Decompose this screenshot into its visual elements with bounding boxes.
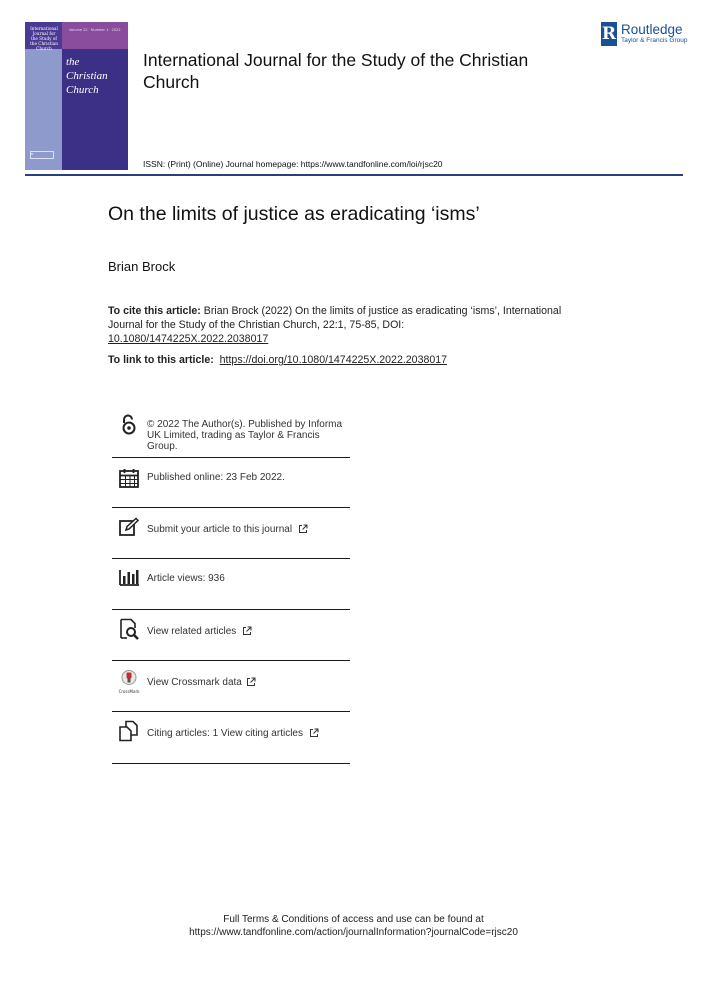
terms-footer-url[interactable]: https://www.tandfonline.com/action/journalInformation?journalCode=rjsc20 xyxy=(189,927,518,938)
citation-text: Brian Brock (2022) On the limits of justice as eradicating ‘isms’, International Journal for the Study of the Christian Church, 22:1, 75-85, DOI: xyxy=(108,305,562,331)
header-divider xyxy=(25,174,683,176)
external-link-icon xyxy=(246,677,256,687)
issn-homepage-line[interactable]: ISSN: (Print) (Online) Journal homepage: https://www.tandfonline.com/loi/rjsc20 xyxy=(143,159,443,169)
published-online-item xyxy=(112,461,350,508)
article-title: On the limits of justice as eradicating ‘isms’ xyxy=(108,203,480,225)
crossmark-label: View Crossmark data xyxy=(147,677,242,688)
submit-article-label: Submit your article to this journal xyxy=(147,524,293,535)
citation-doi-link[interactable]: 10.1080/1474225X.2022.2038017 xyxy=(108,333,269,345)
open-access-icon xyxy=(118,414,140,436)
article-views-item xyxy=(112,563,350,610)
article-link-line xyxy=(108,354,447,366)
bar-chart-icon xyxy=(118,565,140,587)
submit-article-item[interactable] xyxy=(112,512,350,559)
terms-footer-line: Full Terms & Conditions of access and use can be found at xyxy=(223,914,484,925)
cover-top-band xyxy=(62,22,128,49)
cover-title xyxy=(66,55,108,97)
citation-label: To cite this article: xyxy=(108,305,201,317)
external-link-icon xyxy=(309,728,319,738)
routledge-logo-icon: R xyxy=(601,24,617,44)
article-link-label: To link to this article: xyxy=(108,354,214,366)
citing-documents-icon xyxy=(118,720,140,742)
related-articles-label: View related articles xyxy=(147,626,237,637)
open-access-notice xyxy=(112,412,350,458)
publisher-name: Routledge xyxy=(621,22,683,37)
citation-block xyxy=(108,304,568,346)
routledge-logo[interactable] xyxy=(601,22,697,48)
cover-title-line: Church xyxy=(66,84,99,96)
cover-mini-title: International Journal for the Study of the Christian Church xyxy=(30,26,58,51)
cover-title-line: the xyxy=(66,56,80,68)
cover-publisher-mark: R xyxy=(30,151,54,159)
open-access-line: Group. xyxy=(147,441,178,452)
article-doi-url[interactable]: https://doi.org/10.1080/1474225X.2022.2038017 xyxy=(219,354,448,366)
terms-footer xyxy=(0,913,707,939)
article-views-text: Article views: 936 xyxy=(147,573,225,584)
related-articles-item[interactable] xyxy=(112,614,350,661)
journal-cover-thumbnail xyxy=(25,22,128,170)
calendar-icon xyxy=(118,467,140,489)
external-link-icon xyxy=(298,524,308,534)
article-author: Brian Brock xyxy=(108,259,176,274)
open-access-line: © 2022 The Author(s). Published by Informa xyxy=(147,419,343,430)
crossmark-item[interactable] xyxy=(112,665,350,712)
citing-articles-label: Citing articles: 1 View citing articles xyxy=(147,728,303,739)
open-access-line: UK Limited, trading as Taylor & Francis xyxy=(147,430,320,441)
published-online-text: Published online: 23 Feb 2022. xyxy=(147,472,285,483)
citing-articles-item[interactable] xyxy=(112,716,350,764)
cover-volume-info: Volume 22 · Number 1 · 2022 xyxy=(69,28,121,32)
edit-icon xyxy=(118,516,140,538)
submit-article-link[interactable] xyxy=(147,524,308,535)
crossmark-link[interactable] xyxy=(147,677,256,688)
open-access-text xyxy=(147,419,342,452)
crossmark-icon-label: CrossMark xyxy=(118,689,140,694)
citing-articles-link[interactable] xyxy=(147,728,319,739)
crossmark-icon xyxy=(118,669,140,691)
publisher-group: Taylor & Francis Group xyxy=(621,37,688,44)
external-link-icon xyxy=(242,626,252,636)
document-search-icon xyxy=(118,618,140,640)
journal-title: International Journal for the Study of the Christian Church xyxy=(143,50,529,92)
related-articles-link[interactable] xyxy=(147,626,252,637)
cover-title-line: Christian xyxy=(66,70,108,82)
